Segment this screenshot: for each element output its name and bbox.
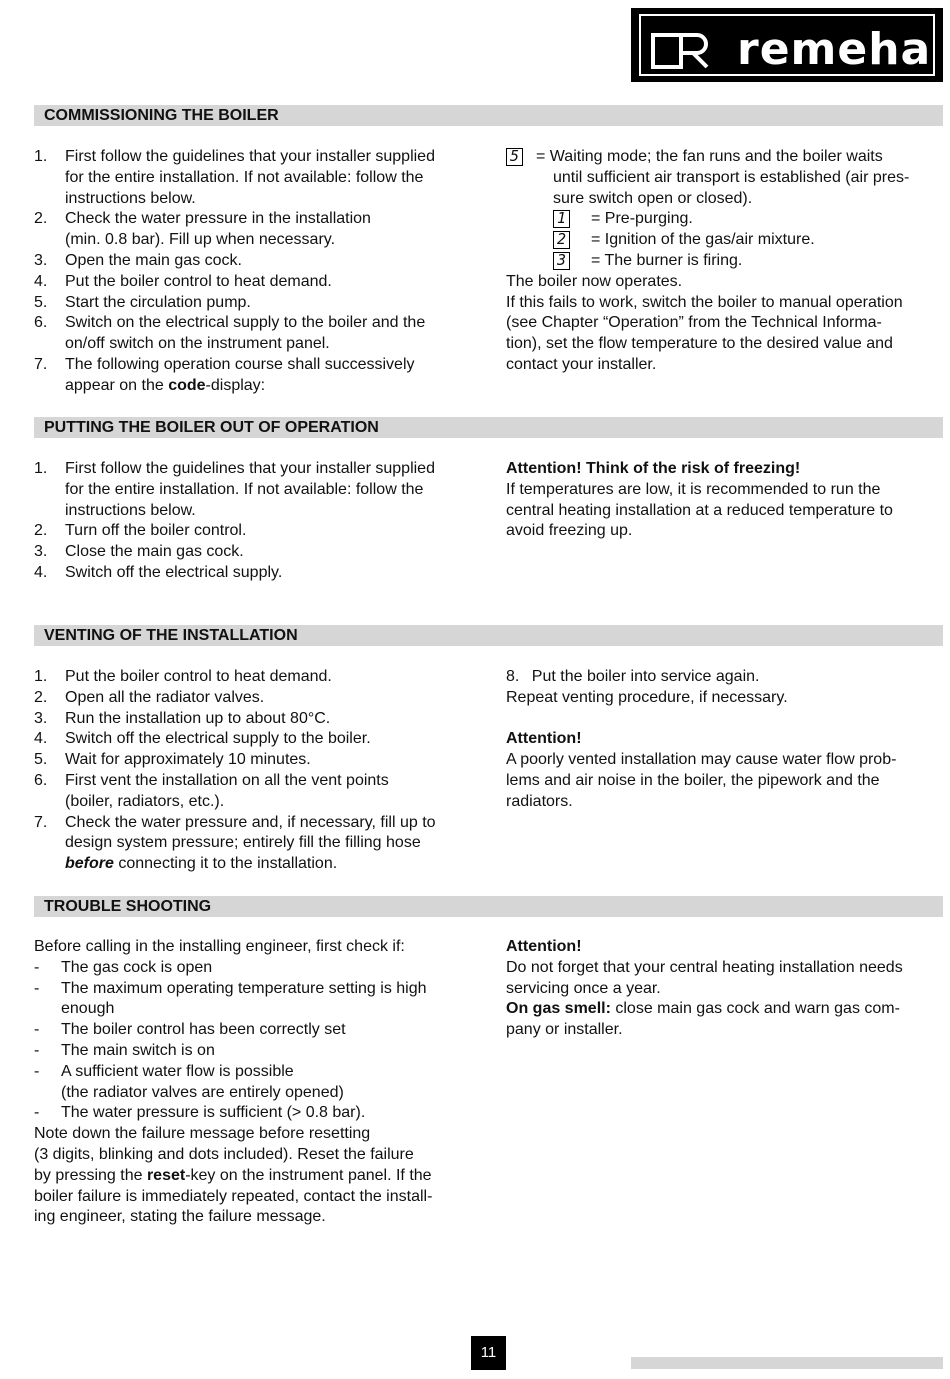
- servicing-attention: Attention! Do not forget that your central heating installation needs servicing once a year. On gas smell: close main gas cock and warn gas com- pany or installer.: [506, 937, 946, 1041]
- venting-step-8: 8. Put the boiler into service again.: [506, 668, 760, 685]
- out-of-operation-steps: [34, 459, 479, 584]
- section-title: PUTTING THE BOILER OUT OF OPERATION: [44, 419, 379, 436]
- list-item: - The gas cock is open: [34, 958, 213, 976]
- display-code-glyph: 1: [553, 210, 570, 228]
- display-code-glyph: 5: [506, 148, 523, 166]
- display-code-ignition: 2 = Ignition of the gas/air mixture.: [506, 230, 946, 251]
- list-item: 2. Turn off the boiler control.: [34, 522, 247, 540]
- venting-steps: [34, 667, 479, 875]
- list-item: 1. First follow the guidelines that your installer supplied for the entire installation. If not available: follow the instructions below.: [34, 460, 435, 519]
- commissioning-steps: [34, 147, 479, 397]
- list-item: 7. The following operation course shall successively appear on the code-display:: [34, 355, 415, 394]
- list-item: 4. Switch off the electrical supply to the boiler.: [34, 730, 371, 748]
- remeha-logo-mark: [651, 33, 713, 69]
- list-item: 2. Check the water pressure in the installation (min. 0.8 bar). Fill up when necessary.: [34, 210, 371, 249]
- footer-bar: [631, 1357, 943, 1369]
- list-item: - The boiler control has been correctly set: [34, 1021, 346, 1039]
- display-code-glyph: 3: [553, 252, 570, 270]
- commissioning-after-text: The boiler now operates. If this fails to work, switch the boiler to manual operation (see Chapter “Operation” from the Technical Informa- tion), set the flow temperature to the desired value and contact your installer.: [506, 272, 903, 373]
- display-codes: [506, 147, 946, 376]
- attention-title: Attention!: [506, 730, 582, 748]
- brand-name: remeha: [737, 24, 932, 75]
- list-item: 7. Check the water pressure and, if necessary, fill up to design system pressure; entirely fill the filling hose before connecting it to the installation.: [34, 813, 436, 873]
- list-item: 3. Open the main gas cock.: [34, 251, 242, 269]
- display-code-waiting-cont: until sufficient air transport is established (air pres- sure switch open or closed).: [553, 168, 910, 207]
- section-header-venting: [34, 625, 943, 646]
- list-item: 6. First vent the installation on all the vent points (boiler, radiators, etc.).: [34, 771, 389, 810]
- freezing-attention: Attention! Think of the risk of freezing! If temperatures are low, it is recommended to run the central heating installation at a reduced temperature to avoid freezing up.: [506, 459, 946, 542]
- list-item: - The maximum operating temperature setting is high enough: [34, 979, 427, 1018]
- section-header-commissioning: [34, 105, 943, 126]
- section-title: COMMISSIONING THE BOILER: [44, 107, 279, 124]
- list-item: 1. Put the boiler control to heat demand.: [34, 668, 332, 685]
- list-item: 4. Put the boiler control to heat demand.: [34, 272, 332, 290]
- list-item: 2. Open all the radiator valves.: [34, 688, 265, 706]
- trouble-checks: Before calling in the installing engineer, first check if: - The gas cock is open - The maximum operating temperature setting is high enough - The boiler control has been correctly set - The main switch is on - A sufficient water flow is possible (the radiator valves are entirely opened) - The water pressure is sufficient (> 0.8 bar). Note down the failure message before resetting (3 digits, blinking and dots included). Reset the failure by pressing the reset-key on the instrument panel. If the boiler failure is immediately repeated, contact the install- ing engineer, stating the failure message.: [34, 937, 479, 1228]
- venting-right: 8. Put the boiler into service again. Repeat venting procedure, if necessary. Attention! A poorly vented installation may cause water flow prob- lems and air noise in the boiler, the pipework and the radiators.: [506, 667, 946, 813]
- list-item: - The water pressure is sufficient (> 0.8 bar).: [34, 1104, 366, 1122]
- attention-title: Attention!: [506, 938, 582, 955]
- display-code-glyph: 2: [553, 231, 570, 249]
- remeha-logo: [631, 8, 943, 82]
- display-code-prepurging: 1 = Pre-purging.: [506, 209, 946, 230]
- section-title: VENTING OF THE INSTALLATION: [44, 627, 298, 644]
- attention-title: Attention! Think of the risk of freezing!: [506, 460, 801, 477]
- list-item: 5. Start the circulation pump.: [34, 293, 251, 311]
- list-item: 1. First follow the guidelines that your installer supplied for the entire installation. If not available: follow the instructions below.: [34, 148, 435, 207]
- display-code-firing: 3 = The burner is firing.: [506, 251, 946, 272]
- list-item: 3. Run the installation up to about 80°C.: [34, 709, 331, 727]
- section-title: TROUBLE SHOOTING: [44, 898, 212, 915]
- list-item: 6. Switch on the electrical supply to the boiler and the on/off switch on the instrument panel.: [34, 314, 426, 353]
- section-header-out-of-operation: [34, 417, 943, 438]
- list-item: - A sufficient water flow is possible (the radiator valves are entirely opened): [34, 1062, 344, 1101]
- page-number: 11: [471, 1336, 506, 1370]
- list-item: 5. Wait for approximately 10 minutes.: [34, 751, 311, 769]
- section-header-trouble-shooting: [34, 896, 943, 917]
- display-code-waiting: 5 = Waiting mode; the fan runs and the boiler waits: [506, 147, 946, 168]
- list-item: 3. Close the main gas cock.: [34, 543, 244, 561]
- list-item: - The main switch is on: [34, 1041, 215, 1059]
- list-item: 4. Switch off the electrical supply.: [34, 563, 283, 581]
